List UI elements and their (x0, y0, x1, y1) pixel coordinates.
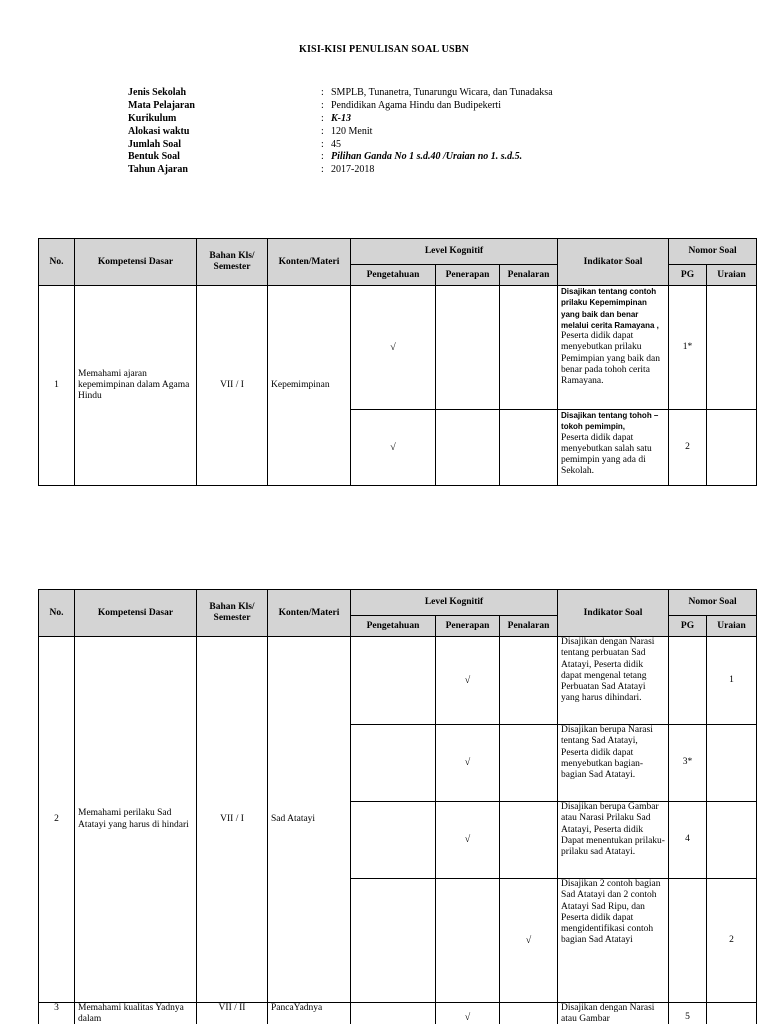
info-row (128, 113, 688, 126)
document-info (128, 87, 688, 177)
header-row (39, 239, 757, 265)
header-konten: Konten/Materi (268, 239, 351, 286)
info-value: 2017-2018 (331, 164, 375, 176)
info-row (128, 151, 688, 164)
nomor-uraian (707, 410, 757, 486)
header-level: Level Kognitif (351, 590, 558, 616)
header-konten: Konten/Materi (268, 590, 351, 637)
nomor-uraian: 2 (707, 879, 757, 1003)
indikator-text: Peserta didik dapat menyebutkan salah satu pemimpin yang ada di Sekolah. (561, 432, 652, 477)
info-row (128, 164, 688, 177)
header-no: No. (39, 239, 75, 286)
header-penerapan: Penerapan (436, 265, 500, 286)
nomor-pg: 3* (669, 725, 707, 802)
level-penalaran-cell (500, 725, 558, 802)
header-no: No. (39, 590, 75, 637)
nomor-uraian (707, 725, 757, 802)
level-penalaran-cell (500, 879, 558, 1003)
document-title: KISI-KISI PENULISAN SOAL USBN (298, 44, 470, 55)
header-uraian: Uraian (707, 616, 757, 637)
level-penerapan-cell (436, 637, 500, 725)
info-colon: : (321, 99, 324, 111)
header-indikator: Indikator Soal (558, 590, 669, 637)
indikator-text: Peserta didik dapat menyebutkan prilaku Pemimpian yang baik dan benar pada tohoh cerita Ramayana. (561, 331, 660, 387)
nomor-pg (669, 637, 707, 725)
level-penerapan-cell (436, 1003, 500, 1024)
info-colon: : (321, 87, 324, 98)
info-colon: : (321, 138, 324, 150)
info-row (128, 87, 688, 100)
nomor-uraian (707, 286, 757, 410)
indikator-soal: Disajikan dengan Narasi tentang perbuatan Sad Atatayi, Peserta didik dapat mengenal tetang Perbuatan Sad Atatayi yang harus dihindari. (558, 637, 669, 725)
level-penerapan-cell (436, 879, 500, 1003)
table-row (39, 637, 757, 725)
row-number: 3 (39, 1003, 75, 1024)
check-mark: √ (390, 441, 396, 453)
header-kd: Kompetensi Dasar (75, 590, 197, 637)
check-mark: √ (464, 1011, 471, 1023)
check-mark: √ (464, 834, 471, 846)
header-nomor: Nomor Soal (669, 239, 757, 265)
indikator-soal: Disajikan dengan Narasi atau Gambar (558, 1003, 669, 1024)
level-penerapan-cell (436, 286, 500, 410)
header-kd: Kompetensi Dasar (75, 239, 197, 286)
level-penalaran-cell (500, 802, 558, 879)
check-mark: √ (525, 934, 532, 946)
level-pengetahuan-cell (351, 410, 436, 486)
level-penerapan-cell (436, 725, 500, 802)
kisi-table-2 (38, 589, 757, 1024)
indikator-intro: Disajikan tentang tohoh – tokoh pemimpin, (561, 411, 659, 432)
info-value: Pendidikan Agama Hindu dan Budipekerti (331, 99, 501, 111)
info-row (128, 100, 688, 113)
info-colon: : (321, 112, 324, 124)
bahan-kelas: VII / I (197, 637, 268, 1003)
level-pengetahuan-cell (351, 879, 436, 1003)
check-mark: √ (464, 674, 471, 686)
header-penerapan: Penerapan (436, 616, 500, 637)
konten-materi: PancaYadnya (268, 1003, 351, 1024)
level-penerapan-cell (436, 410, 500, 486)
level-penalaran-cell (500, 286, 558, 410)
kisi-table-1 (38, 238, 757, 486)
level-pengetahuan-cell (351, 725, 436, 802)
info-value: Pilihan Ganda No 1 s.d.40 /Uraian no 1. s.d.5. (331, 151, 523, 163)
konten-materi: Kepemimpinan (268, 286, 351, 486)
level-penerapan-cell (436, 802, 500, 879)
kompetensi-dasar: Memahami ajaran kepemimpinan dalam Agama Hindu (75, 286, 197, 486)
level-pengetahuan-cell (351, 286, 436, 410)
info-row (128, 126, 688, 139)
level-penalaran-cell (500, 410, 558, 486)
bahan-kelas: VII / II (197, 1003, 268, 1024)
info-colon: : (321, 164, 324, 176)
indikator-soal (558, 410, 669, 486)
header-nomor: Nomor Soal (669, 590, 757, 616)
info-label: Bentuk Soal (128, 151, 180, 163)
info-row (128, 139, 688, 152)
level-penalaran-cell (500, 637, 558, 725)
konten-materi: Sad Atatayi (268, 637, 351, 1003)
nomor-uraian: 1 (707, 637, 757, 725)
header-indikator: Indikator Soal (558, 239, 669, 286)
check-mark: √ (464, 757, 471, 769)
kompetensi-dasar: Memahami kualitas Yadnya dalam (75, 1003, 197, 1024)
header-penalaran: Penalaran (500, 616, 558, 637)
header-uraian: Uraian (707, 265, 757, 286)
nomor-pg (669, 879, 707, 1003)
level-pengetahuan-cell (351, 802, 436, 879)
table-row (39, 286, 757, 410)
info-label: Tahun Ajaran (128, 164, 188, 176)
indikator-soal: Disajikan berupa Gambar atau Narasi Prilaku Sad Atatayi, Peserta didik Dapat menentukan prilaku-prilaku sad Atatayi. (558, 802, 669, 879)
table-row (39, 1003, 757, 1024)
header-bahan: Bahan Kls/ Semester (197, 239, 268, 286)
row-number: 1 (39, 286, 75, 486)
info-label: Jenis Sekolah (128, 87, 187, 98)
info-colon: : (321, 125, 324, 137)
indikator-soal: Disajikan 2 contoh bagian Sad Atatayi dan 2 contoh Atatayi Sad Ripu, dan Peserta didik dapat mengidentifikasi contoh bagian Sad Atatayi (558, 879, 669, 1003)
check-mark: √ (390, 341, 396, 353)
info-value: 45 (331, 138, 341, 150)
header-pengetahuan: Pengetahuan (351, 265, 436, 286)
row-number: 2 (39, 637, 75, 1003)
info-value: K-13 (331, 112, 351, 124)
header-pg: PG (669, 265, 707, 286)
info-label: Jumlah Soal (128, 138, 182, 150)
header-level: Level Kognitif (351, 239, 558, 265)
indikator-soal: Disajikan berupa Narasi tentang Sad Atatayi, Peserta didik dapat menyebutkan bagian-bagian Sad Atatayi. (558, 725, 669, 802)
indikator-soal (558, 286, 669, 410)
nomor-pg: 1* (669, 286, 707, 410)
info-colon: : (321, 151, 324, 163)
level-penalaran-cell (500, 1003, 558, 1024)
nomor-pg: 4 (669, 802, 707, 879)
nomor-pg: 2 (669, 410, 707, 486)
info-label: Mata Pelajaran (128, 99, 195, 111)
header-bahan: Bahan Kls/ Semester (197, 590, 268, 637)
nomor-uraian (707, 1003, 757, 1024)
header-pg: PG (669, 616, 707, 637)
nomor-pg: 5 (669, 1003, 707, 1024)
header-penalaran: Penalaran (500, 265, 558, 286)
indikator-intro: Disajikan tentang contoh prilaku Kepemimpinan yang baik dan benar melalui cerita Ramayana , (561, 287, 659, 330)
bahan-kelas: VII / I (197, 286, 268, 486)
level-pengetahuan-cell (351, 637, 436, 725)
kompetensi-dasar: Memahami perilaku Sad Atatayi yang harus di hindari (75, 637, 197, 1003)
info-label: Kurikulum (128, 112, 177, 124)
header-pengetahuan: Pengetahuan (351, 616, 436, 637)
info-label: Alokasi waktu (128, 125, 190, 137)
info-value: 120 Menit (331, 125, 373, 137)
level-pengetahuan-cell (351, 1003, 436, 1024)
info-value: SMPLB, Tunanetra, Tunarungu Wicara, dan Tunadaksa (331, 87, 553, 98)
nomor-uraian (707, 802, 757, 879)
header-row (39, 590, 757, 616)
